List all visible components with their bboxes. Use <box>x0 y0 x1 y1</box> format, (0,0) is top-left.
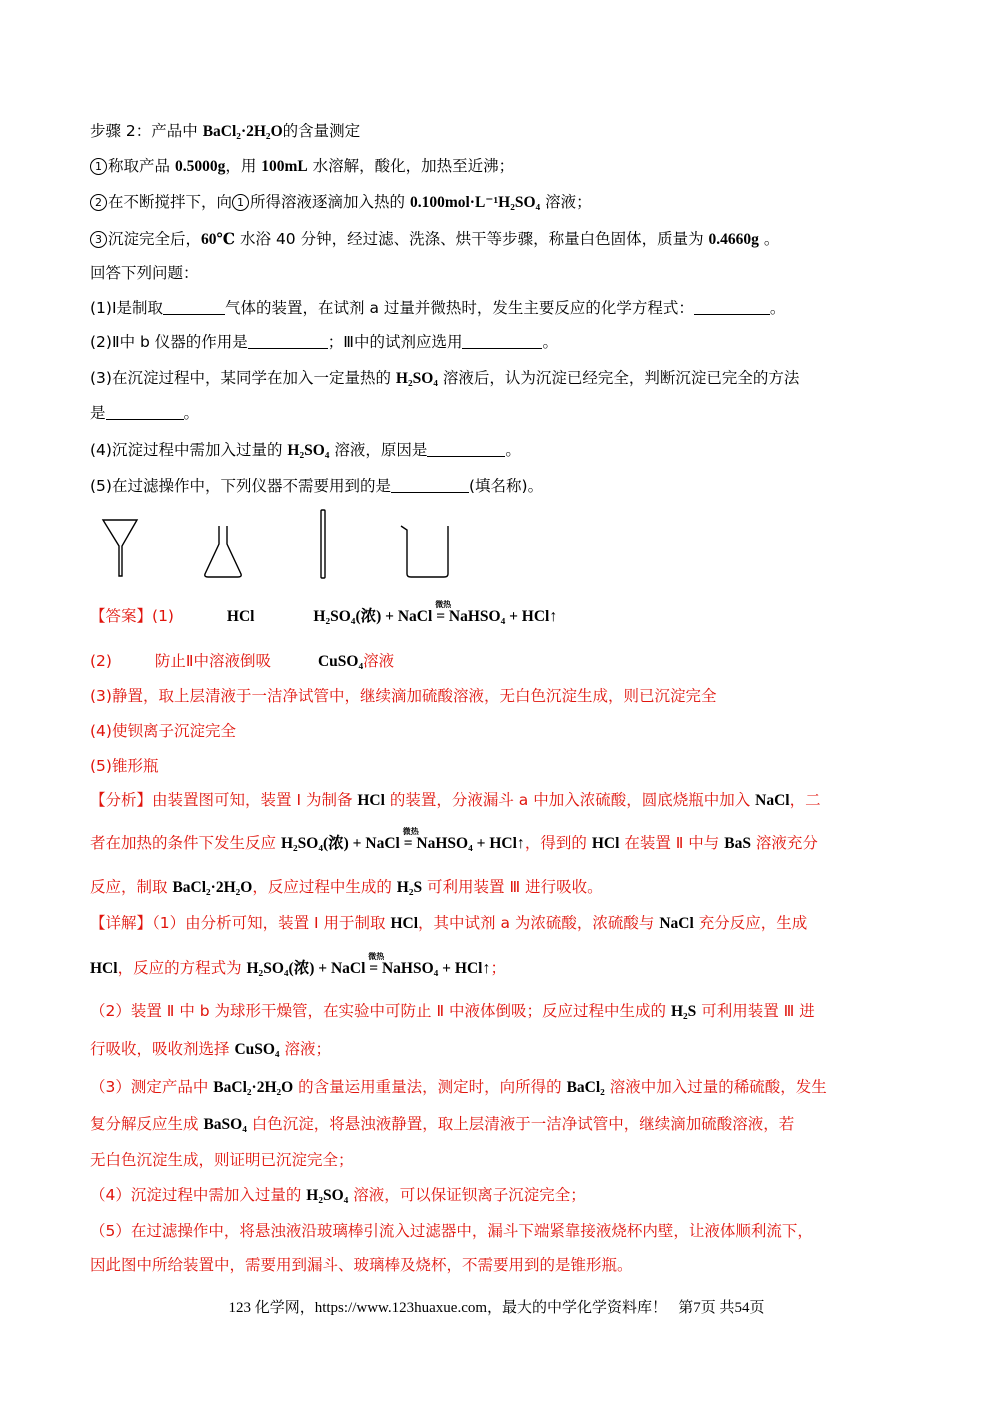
question-4: (4)沉淀过程中需加入过量的 H₂SO₄ 溶液，原因是 。 <box>90 441 521 459</box>
question-2: (2)Ⅱ中 b 仪器的作用是 ；Ⅲ中的试剂应选用 。 <box>90 333 558 351</box>
answer-blank <box>462 347 542 349</box>
question-3: (3)在沉淀过程中，某同学在加入一定量热的 H₂SO₄ 溶液后，认为沉淀已经完全，判断沉淀已完全的方法 <box>90 369 800 387</box>
footer-text: 123 化学网，https://www.123huaxue.com，最大的中学化学资料库！ <box>228 1300 668 1316</box>
analysis-line-3: 反应，制取 BaCl₂·2H₂O，反应过程中生成的 H₂S 可利用装置 Ⅲ 进行吸收。 <box>90 878 603 896</box>
detail-3-cont: 复分解反应生成 BaSO₄ 白色沉淀，将悬浊液静置，取上层清液于一洁净试管中，继续滴加硫酸溶液，若 <box>90 1115 795 1133</box>
answer-blank <box>163 313 225 315</box>
glass-rod-icon <box>321 510 325 578</box>
question-5: (5)在过滤操作中，下列仪器不需要用到的是 (填名称)。 <box>90 477 544 495</box>
answer-label: 【答案】 <box>90 607 153 625</box>
step2-item-3: 3 沉淀完全后，60℃ 水浴 40 分钟，经过滤、洗涤、烘干等步骤，称量白色固体，质量为 0.4660g 。 <box>90 228 779 251</box>
detail-5-cont: 因此图中所给装置中，需要用到漏斗、玻璃棒及烧杯，不需要用到的是锥形瓶。 <box>90 1256 633 1274</box>
answer-4: (4)使钡离子沉淀完全 <box>90 722 236 740</box>
detail-5: （5）在过滤操作中，将悬浊液沿玻璃棒引流入过滤器中，漏斗下端紧靠接液烧杯内壁，让液体顺利流下， <box>90 1222 813 1240</box>
answer-1: 【答案】(1) HCl H₂SO₄(浓) + NaCl 微热 = NaHSO₄ + HCl↑ <box>90 605 557 628</box>
conical-flask-icon <box>205 526 241 577</box>
detail-1: 【详解】（1）由分析可知，装置 Ⅰ 用于制取 HCl，其中试剂 a 为浓硫酸，浓硫酸与 NaCl 充分反应，生成 <box>90 914 808 932</box>
answer-blank <box>106 418 184 420</box>
answer-blank <box>694 313 770 315</box>
step2-title: 步骤 2：产品中 BaCl₂·2H₂O的含量测定 <box>90 122 361 140</box>
detail-1-cont: HCl，反应的方程式为 H₂SO₄(浓) + NaCl 微热 = NaHSO₄ + HCl↑； <box>90 952 506 977</box>
page-number: 第7页 共54页 <box>678 1300 765 1316</box>
page-footer <box>0 1296 993 1317</box>
question-3-cont: 是 。 <box>90 404 200 422</box>
detail-3-end: 无白色沉淀生成，则证明已沉淀完全； <box>90 1151 354 1169</box>
question-1: (1)Ⅰ是制取 气体的装置，在试剂 a 过量并微热时，发生主要反应的化学方程式： 。 <box>90 299 786 317</box>
answer-3: (3)静置，取上层清液于一洁净试管中，继续滴加硫酸溶液，无白色沉淀生成，则已沉淀完全 <box>90 687 717 705</box>
equation: H₂SO₄(浓) + NaCl 微热 = NaHSO₄ + HCl↑ <box>313 600 558 625</box>
equation: H₂SO₄(浓) + NaCl 微热 = NaHSO₄ + HCl↑ <box>280 827 525 852</box>
detail-3: （3）测定产品中 BaCl₂·2H₂O 的含量运用重量法，测定时，向所得的 BaCl₂ 溶液中加入过量的稀硫酸，发生 <box>90 1078 827 1096</box>
analysis-line-1: 【分析】由装置图可知，装置 Ⅰ 为制备 HCl 的装置，分液漏斗 a 中加入浓硫酸，圆底烧瓶中加入 NaCl，二 <box>90 791 821 809</box>
step2-item-2: 2 在不断搅拌下，向 1 所得溶液逐滴加入热的 0.100mol·L⁻¹H₂SO₄ 溶液； <box>90 191 592 214</box>
beaker-icon <box>401 526 448 577</box>
equation: H₂SO₄(浓) + NaCl 微热 = NaHSO₄ + HCl↑ <box>246 952 491 977</box>
detail-2: （2）装置 Ⅱ 中 b 为球形干燥管，在实验中可防止 Ⅱ 中液体倒吸；反应过程中生成的 H₂S 可利用装置 Ⅲ 进 <box>90 1002 815 1020</box>
step2-item-1: 1 称取产品 0.5000g，用 100mL 水溶解，酸化，加热至近沸； <box>90 155 514 178</box>
answer-blank <box>391 491 469 493</box>
answer-5: (5)锥形瓶 <box>90 757 159 775</box>
funnel-icon <box>103 520 137 576</box>
detail-4: （4）沉淀过程中需加入过量的 H₂SO₄ 溶液，可以保证钡离子沉淀完全； <box>90 1186 586 1204</box>
answer-2: (2) 防止Ⅱ中溶液倒吸 CuSO₄溶液 <box>90 652 395 670</box>
answer-blank <box>427 455 505 457</box>
apparatus-figure <box>95 508 465 584</box>
analysis-line-2: 者在加热的条件下发生反应 H₂SO₄(浓) + NaCl 微热 = NaHSO₄ + HCl↑，得到的 HCl 在装置 Ⅱ 中与 BaS 溶液充分 <box>90 827 818 852</box>
questions-intro: 回答下列问题： <box>90 264 199 282</box>
analysis-label: 【分析】 <box>90 791 153 809</box>
detail-2-cont: 行吸收，吸收剂选择 CuSO₄ 溶液； <box>90 1040 332 1058</box>
detail-label: 【详解】 <box>90 914 153 932</box>
answer-blank <box>248 347 328 349</box>
